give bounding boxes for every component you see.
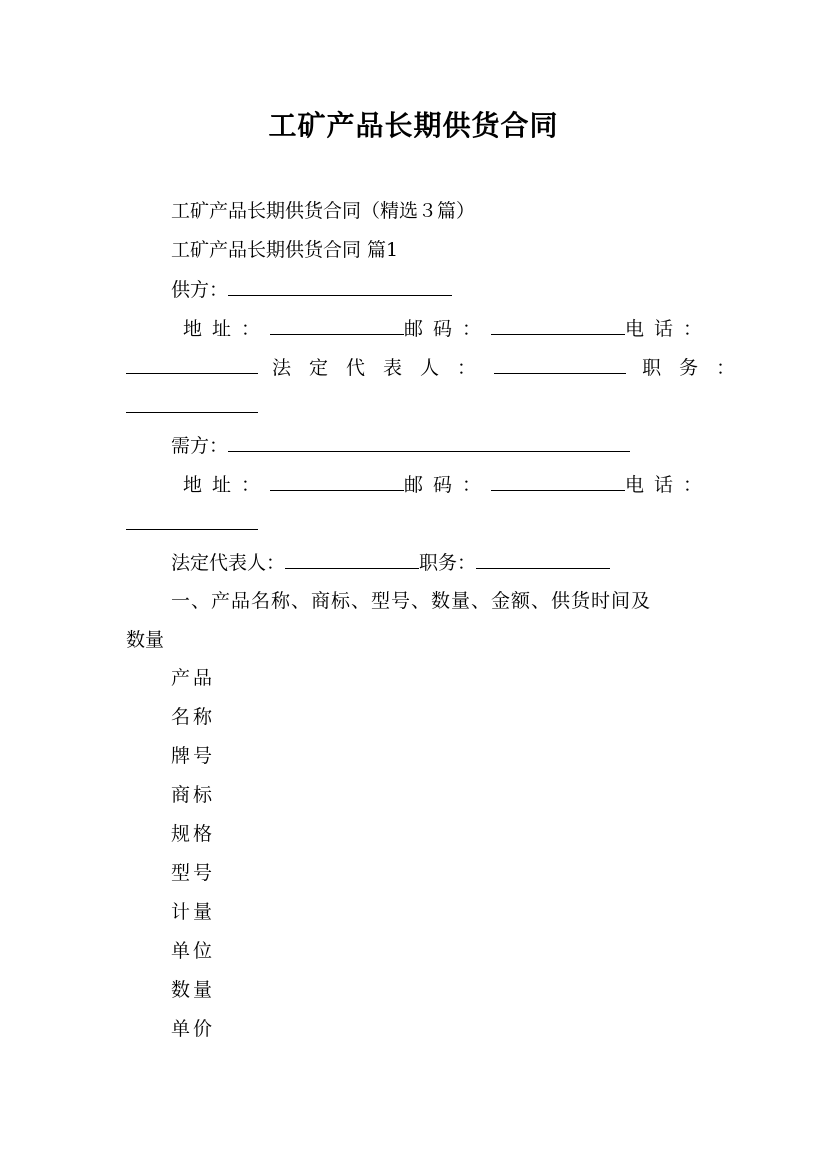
field-label: 规格 (171, 823, 216, 845)
buyer-legal-rep-blank[interactable] (285, 550, 419, 569)
document-title: 工矿产品长期供货合同 (268, 109, 559, 142)
supplier-blank[interactable] (228, 277, 452, 296)
item1-heading: 一、产品名称、商标、型号、数量、金额、供货时间及 (171, 590, 652, 612)
field-label: 型号 (171, 862, 216, 884)
buyer-address-line (183, 472, 712, 497)
buyer-position-label: 职务： (419, 552, 477, 574)
field-label: 计量 (171, 901, 216, 923)
supplier-postcode-label: 邮码： (404, 318, 492, 340)
supplier-postcode-blank[interactable] (491, 316, 625, 335)
supplier-rep-line (126, 355, 753, 380)
document-subtitle: 工矿产品长期供货合同（精选３篇） (171, 200, 476, 222)
supplier-address-blank[interactable] (270, 316, 404, 335)
buyer-label: 需方： (171, 435, 229, 457)
field-label: 数量 (171, 979, 216, 1001)
buyer-postcode-label: 邮码： (404, 474, 492, 496)
supplier-address-label: 地址： (183, 318, 271, 340)
supplier-legal-rep-label: 法定代表人： (272, 357, 495, 379)
field-label: 名称 (171, 706, 216, 728)
section-heading: 工矿产品长期供货合同 篇1 (171, 239, 399, 261)
field-label: 牌号 (171, 745, 216, 767)
field-label: 产品 (171, 667, 216, 689)
supplier-phone-label: 电话： (625, 318, 713, 340)
item1-heading-cont: 数量 (126, 629, 165, 651)
buyer-address-label: 地址： (183, 474, 271, 496)
buyer-legal-rep-label: 法定代表人： (171, 552, 286, 574)
buyer-rep-line (171, 550, 610, 575)
supplier-phone-blank[interactable] (126, 355, 258, 374)
supplier-position-line (126, 394, 258, 419)
buyer-position-blank[interactable] (476, 550, 610, 569)
supplier-position-label: 职务： (642, 357, 754, 379)
supplier-address-line (183, 316, 712, 341)
buyer-blank[interactable] (228, 433, 630, 452)
buyer-line (171, 433, 630, 458)
supplier-label: 供方： (171, 279, 229, 301)
field-label: 商标 (171, 784, 216, 806)
buyer-postcode-blank[interactable] (491, 472, 625, 491)
field-label: 单价 (171, 1018, 216, 1040)
buyer-phone-blank[interactable] (126, 511, 258, 530)
buyer-phone-line (126, 511, 258, 536)
field-label: 单位 (171, 940, 216, 962)
buyer-address-blank[interactable] (270, 472, 404, 491)
supplier-legal-rep-blank[interactable] (494, 355, 626, 374)
supplier-line (171, 277, 452, 302)
buyer-phone-label: 电话： (625, 474, 713, 496)
supplier-position-blank[interactable] (126, 394, 258, 413)
